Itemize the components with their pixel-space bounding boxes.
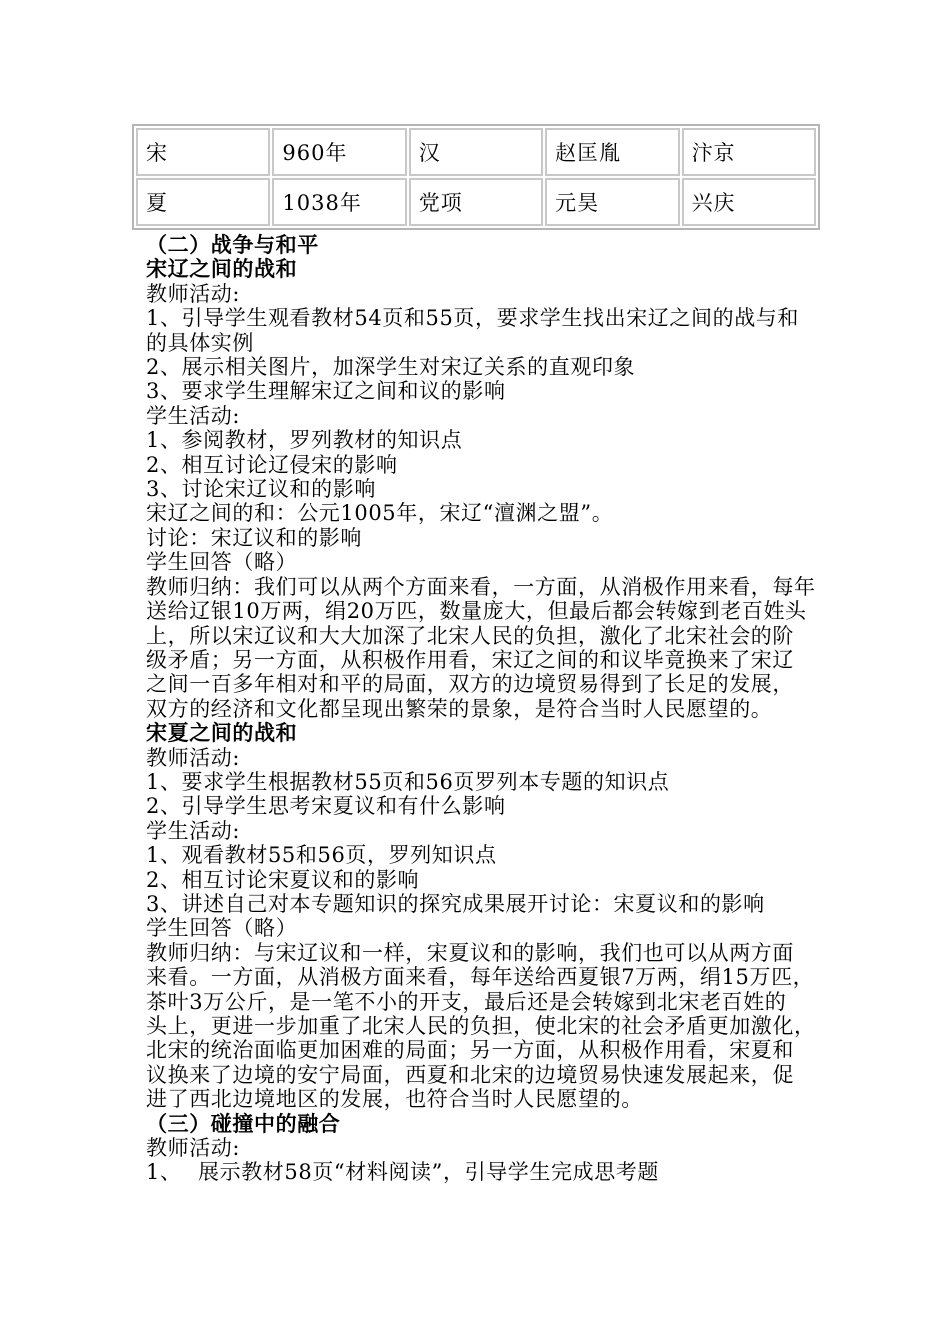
table-row xyxy=(136,128,816,176)
paragraph-line: 教师活动: xyxy=(146,1136,241,1161)
paragraph-line: 之间一百多年相对和平的局面，双方的边境贸易得到了长足的发展， xyxy=(146,672,794,697)
list-item-text: 展示教材58页“材料阅读”，引导学生完成思考题 xyxy=(198,1160,659,1185)
paragraph-line: 宋辽之间的和：公元1005年，宋辽“澶渊之盟”。 xyxy=(146,501,614,526)
paragraph-line: 讨论：宋辽议和的影响 xyxy=(146,525,362,550)
subsection-heading: 宋夏之间的战和 xyxy=(146,720,298,746)
paragraph-line: 学生回答（略） xyxy=(146,916,298,941)
table-cell: 宋 xyxy=(136,128,270,176)
dynasty-table xyxy=(132,124,820,230)
table-cell: 夏 xyxy=(136,178,270,226)
paragraph-line: 学生回答（略） xyxy=(146,550,298,575)
paragraph-line: 1、要求学生根据教材55页和56页罗列本专题的知识点 xyxy=(146,769,670,794)
paragraph-line: 级矛盾；另一方面，从积极作用看，宋辽之间的和议毕竟换来了宋辽 xyxy=(146,647,794,672)
list-item-number: 1、 xyxy=(146,1160,182,1185)
paragraph-line: 1、引导学生观看教材54页和55页，要求学生找出宋辽之间的战与和 xyxy=(146,306,800,331)
table-row xyxy=(136,178,816,226)
paragraph-line: 教师归纳：我们可以从两个方面来看，一方面，从消极作用来看，每年 xyxy=(146,574,816,599)
paragraph-line: 3、要求学生理解宋辽之间和议的影响 xyxy=(146,379,506,404)
paragraph-line: 议换来了边境的安宁局面，西夏和北宋的边境贸易快速发展起来，促 xyxy=(146,1062,794,1087)
table-cell: 党项 xyxy=(409,178,543,226)
paragraph-line: 头上，更进一步加重了北宋人民的负担，使北宋的社会矛盾更加激化， xyxy=(146,1014,816,1038)
paragraph-line: 教师活动: xyxy=(146,745,241,770)
paragraph-line: 进了西北边境地区的发展，也符合当时人民愿望的。 xyxy=(146,1087,643,1112)
paragraph-line: 上，所以宋辽议和大大加深了北宋人民的负担，激化了北宋社会的阶 xyxy=(146,623,794,648)
document-body xyxy=(146,233,826,1185)
paragraph-line: 北宋的统治面临更加困难的局面；另一方面，从积极作用看，宋夏和 xyxy=(146,1038,794,1063)
paragraph-line: 3、讨论宋辽议和的影响 xyxy=(146,477,376,502)
paragraph-line: 1、观看教材55和56页，罗列知识点 xyxy=(146,843,497,868)
table-cell: 960年 xyxy=(272,128,406,176)
section-heading: （二）战争与和平 xyxy=(146,232,319,257)
subsection-heading: 宋辽之间的战和 xyxy=(146,256,298,282)
paragraph-line: 教师活动: xyxy=(146,281,241,306)
paragraph-line: 2、展示相关图片，加深学生对宋辽关系的直观印象 xyxy=(146,355,636,380)
paragraph-line: 2、相互讨论辽侵宋的影响 xyxy=(146,452,398,477)
paragraph-line: 送给辽银10万两，绢20万匹，数量庞大，但最后都会转嫁到老百姓头 xyxy=(146,599,807,624)
table-cell: 汴京 xyxy=(682,128,816,176)
paragraph-line: 3、讲述自己对本专题知识的探究成果展开讨论：宋夏议和的影响 xyxy=(146,891,765,916)
table-cell: 元昊 xyxy=(545,178,679,226)
paragraph-line: 双方的经济和文化都呈现出繁荣的景象，是符合当时人民愿望的。 xyxy=(146,696,773,721)
section-heading: （三）碰撞中的融合 xyxy=(146,1110,341,1136)
table-cell: 兴庆 xyxy=(682,178,816,226)
paragraph-line: 茶叶3万公斤，是一笔不小的开支，最后还是会转嫁到北宋老百姓的 xyxy=(146,989,787,1014)
paragraph-line: 2、引导学生思考宋夏议和有什么影响 xyxy=(146,794,506,819)
paragraph-line: 学生活动: xyxy=(146,403,241,428)
paragraph-line: 学生活动: xyxy=(146,818,241,843)
paragraph-line: 来看。一方面，从消极方面来看，每年送给西夏银7万两，绢15万匹， xyxy=(146,965,815,990)
paragraph-line: 的具体实例 xyxy=(146,330,254,355)
paragraph-line: 1、参阅教材，罗列教材的知识点 xyxy=(146,428,463,453)
paragraph-line: 2、相互讨论宋夏议和的影响 xyxy=(146,867,420,892)
paragraph-line: 教师归纳：与宋辽议和一样，宋夏议和的影响，我们也可以从两方面 xyxy=(146,940,794,965)
list-item xyxy=(146,1160,826,1184)
table-cell: 1038年 xyxy=(272,178,406,226)
table-cell: 汉 xyxy=(409,128,543,176)
table-cell: 赵匡胤 xyxy=(545,128,679,176)
